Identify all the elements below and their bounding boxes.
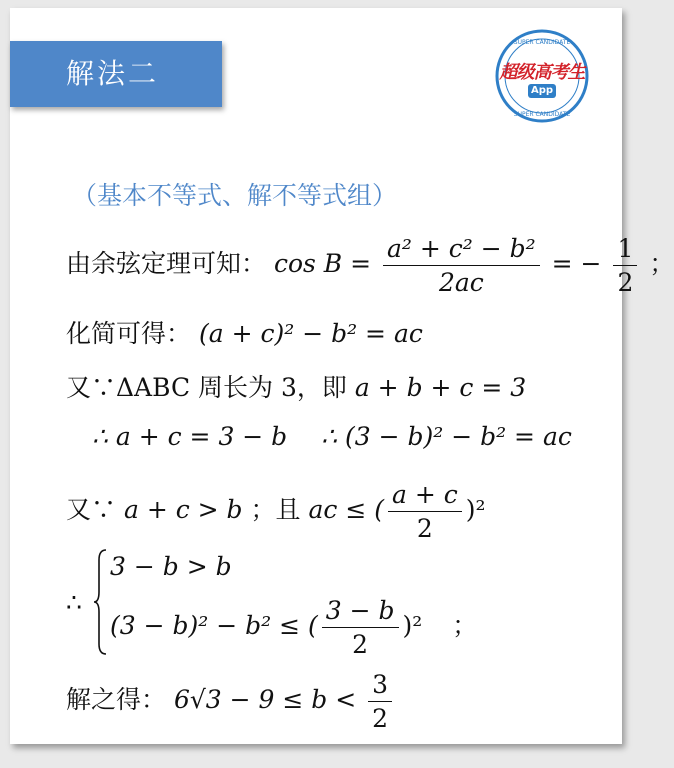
half-denominator: 2 (613, 265, 637, 297)
cosine-denominator: 2ac (383, 265, 540, 297)
substitution-line (92, 422, 572, 451)
content-card (10, 8, 674, 744)
line5-lead: 又∵ (66, 495, 117, 524)
line5-expr1: a + c > b (123, 495, 243, 524)
system-therefore: ∴ (66, 588, 82, 617)
result-denominator: 2 (368, 701, 392, 733)
system-row1 (110, 552, 232, 581)
method-tab: 解法二 (10, 41, 222, 107)
line5-mid: ；且 (250, 495, 301, 524)
subtitle: （基本不等式、解不等式组） (72, 181, 398, 210)
line1-end: ； (649, 249, 674, 278)
line3-expr: a + b + c = 3 (354, 373, 527, 402)
solution-line (66, 670, 396, 733)
app-logo (494, 28, 590, 124)
half-fraction (613, 234, 637, 297)
result-fraction (368, 670, 392, 733)
line4-expr1: ∴ a + c = 3 − b (92, 422, 288, 451)
system-row2 (110, 596, 477, 659)
simplify-line (66, 314, 423, 350)
svg-text:SUPER CANDIDATE: SUPER CANDIDATE (513, 39, 571, 46)
sys-fraction (322, 596, 399, 659)
amgm-fraction (388, 480, 462, 543)
line7-lead: 解之得： (66, 685, 167, 714)
sys-end: ； (452, 611, 478, 640)
line4-expr2: ∴ (3 − b)² − b² = ac (321, 422, 572, 451)
sys-row1-expr: 3 − b > b (110, 552, 232, 581)
result-numerator: 3 (372, 670, 389, 699)
logo-app-label: App (528, 84, 556, 98)
sys-row2-tail: )² (402, 611, 423, 640)
sys-denominator: 2 (322, 627, 399, 659)
inequality-line (66, 480, 486, 543)
line1-eq: = − (551, 249, 602, 278)
line5-expr2: ac ≤ ( (308, 495, 384, 524)
sys-numerator: 3 − b (325, 596, 395, 625)
cosine-law-line (66, 234, 674, 297)
cosine-numerator: a² + c² − b² (387, 234, 536, 263)
svg-text:SUPER CANDIDATE: SUPER CANDIDATE (513, 111, 571, 118)
amgm-numerator: a + c (392, 480, 458, 509)
system-brace-icon (94, 548, 108, 656)
sys-row2-expr: (3 − b)² − b² ≤ ( (110, 611, 318, 640)
line1-lead: 由余弦定理可知： (66, 249, 267, 278)
perimeter-line (66, 368, 526, 404)
line7-expr: 6√3 − 9 ≤ b < (173, 685, 357, 714)
half-numerator: 1 (617, 234, 634, 263)
line1-cos: cos B = (273, 249, 372, 278)
line3-lead: 又∵ΔABC 周长为 3，即 (66, 373, 347, 402)
logo-wordmark: 超级高考生 (499, 62, 585, 83)
line2-lead: 化简可得： (66, 319, 192, 348)
line5-tail: )² (465, 495, 486, 524)
cosine-fraction (383, 234, 540, 297)
line2-expr: (a + c)² − b² = ac (198, 319, 423, 348)
amgm-denominator: 2 (388, 511, 462, 543)
